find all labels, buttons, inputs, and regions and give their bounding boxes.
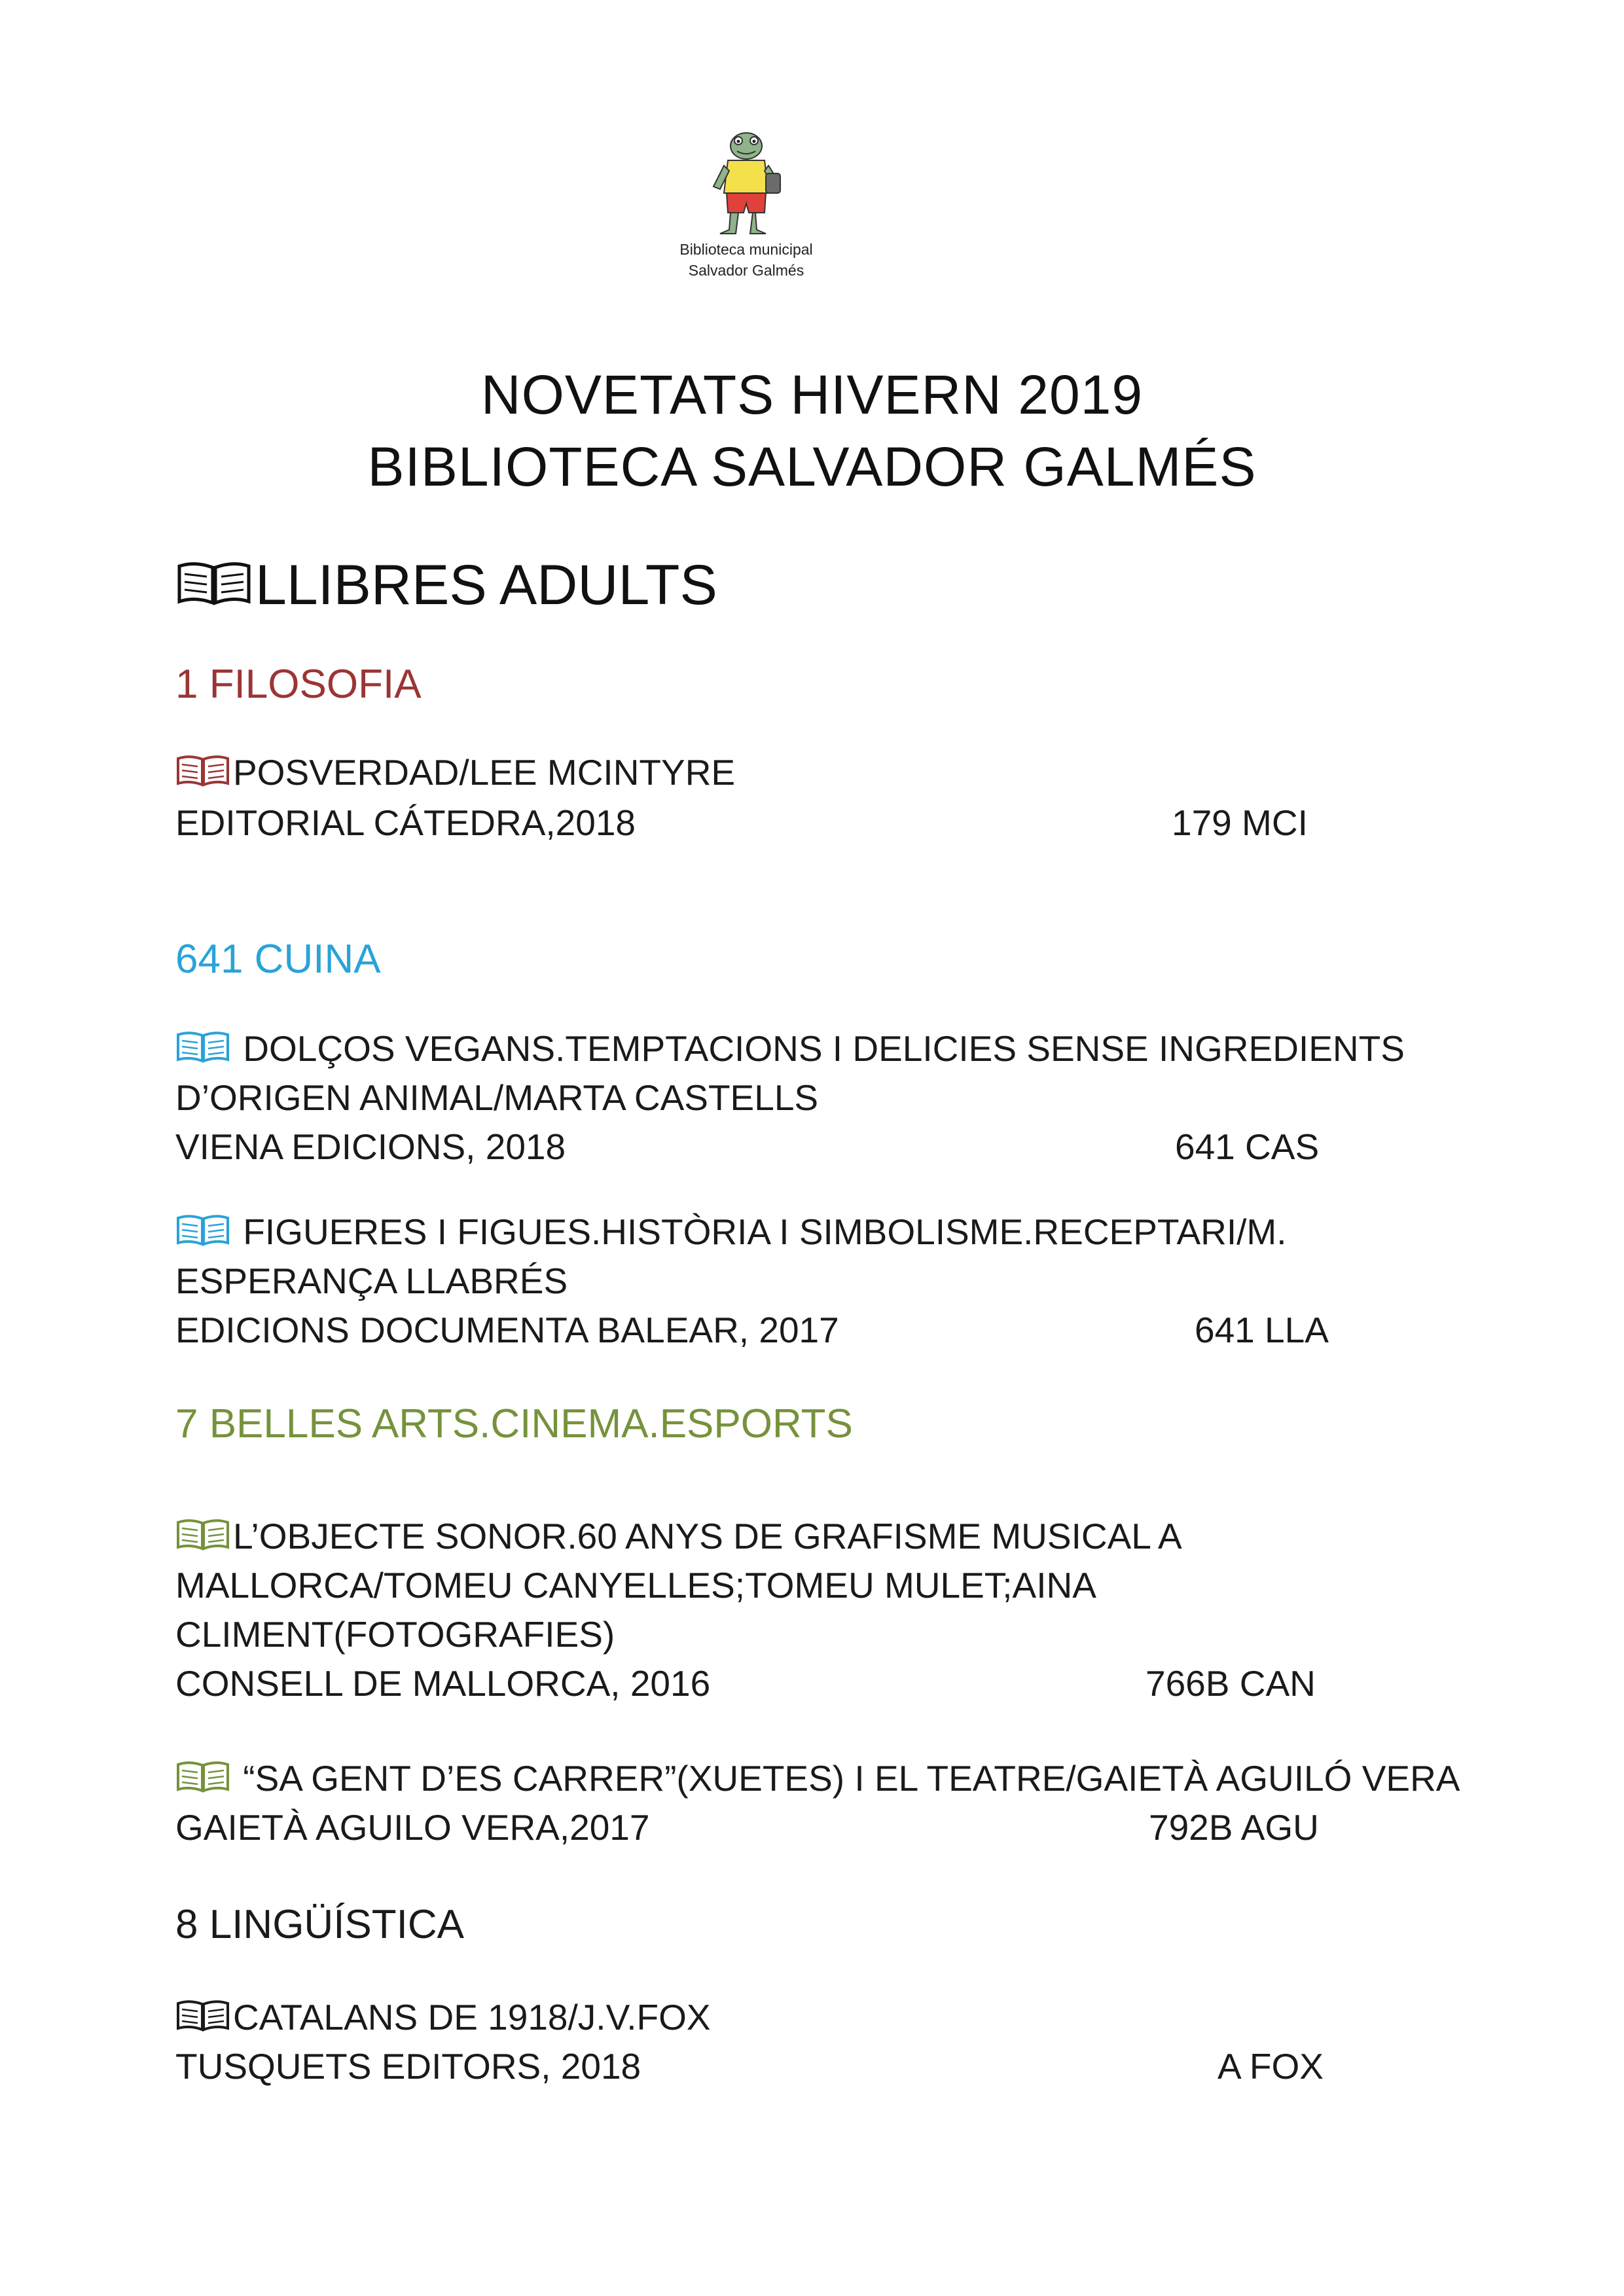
book-title-line <box>175 1996 711 2038</box>
open-book-icon <box>175 755 230 787</box>
category-heading-cuina: 641 CUINA <box>175 937 381 982</box>
book-call-number: 792B AGU <box>1149 1807 1319 1848</box>
open-book-icon <box>175 1214 230 1247</box>
book-title: DOLÇOS VEGANS.TEMPTACIONS I DELICIES SENSE INGREDIENTS <box>233 1028 1405 1069</box>
category-heading-filosofia: 1 FILOSOFIA <box>175 662 422 707</box>
book-title-line: MALLORCA/TOMEU CANYELLES;TOMEU MULET;AINA <box>175 1565 1096 1605</box>
book-title-line: D’ORIGEN ANIMAL/MARTA CASTELLS <box>175 1077 819 1118</box>
book-title: L’OBJECTE SONOR.60 ANYS DE GRAFISME MUSICAL A <box>233 1516 1182 1556</box>
section-heading <box>175 553 717 618</box>
open-book-icon <box>175 1031 230 1064</box>
page-title-line-2: BIBLIOTECA SALVADOR GALMÉS <box>367 436 1257 497</box>
book-publisher: EDITORIAL CÁTEDRA,2018 <box>175 802 636 843</box>
book-title-line <box>175 1757 1460 1799</box>
book-title-line <box>175 1515 1182 1557</box>
book-title-line <box>175 1211 1287 1253</box>
book-publisher: TUSQUETS EDITORS, 2018 <box>175 2046 641 2087</box>
book-publisher: CONSELL DE MALLORCA, 2016 <box>175 1663 711 1704</box>
frog-mascot-icon <box>700 128 792 239</box>
book-call-number: 766B CAN <box>1146 1663 1316 1704</box>
book-call-number: 641 LLA <box>1195 1310 1329 1350</box>
section-heading-label: LLIBRES ADULTS <box>255 554 717 617</box>
logo-text-line-2: Salvador Galmés <box>688 262 804 279</box>
category-heading-linguistica: 8 LINGÜÍSTICA <box>175 1902 464 1947</box>
book-title-line <box>175 751 735 793</box>
page-title-line-1: NOVETATS HIVERN 2019 <box>480 364 1144 425</box>
book-title-line <box>175 1028 1405 1069</box>
book-call-number: 641 CAS <box>1175 1126 1320 1167</box>
book-call-number: A FOX <box>1218 2046 1324 2087</box>
logo-text-line-1: Biblioteca municipal <box>679 241 813 258</box>
category-heading-belles-arts: 7 BELLES ARTS.CINEMA.ESPORTS <box>175 1401 853 1446</box>
book-title: “SA GENT D’ES CARRER”(XUETES) I EL TEATRE/GAIETÀ AGUILÓ VERA <box>233 1758 1460 1799</box>
open-book-icon <box>175 1518 230 1551</box>
library-logo <box>648 128 844 281</box>
book-publisher: GAIETÀ AGUILO VERA,2017 <box>175 1807 650 1848</box>
book-publisher: EDICIONS DOCUMENTA BALEAR, 2017 <box>175 1310 839 1350</box>
book-title-line: CLIMENT(FOTOGRAFIES) <box>175 1614 615 1655</box>
book-call-number: 179 MCI <box>1172 802 1308 843</box>
book-title: CATALANS DE 1918/J.V.FOX <box>233 1997 711 2037</box>
book-title: FIGUERES I FIGUES.HISTÒRIA I SIMBOLISME.RECEPTARI/M. <box>233 1211 1287 1252</box>
open-book-icon <box>175 561 253 607</box>
book-title: POSVERDAD/LEE MCINTYRE <box>233 752 736 793</box>
open-book-icon <box>175 1761 230 1793</box>
open-book-icon <box>175 2000 230 2032</box>
book-title-line: ESPERANÇA LLABRÉS <box>175 1261 568 1301</box>
book-publisher: VIENA EDICIONS, 2018 <box>175 1126 566 1167</box>
